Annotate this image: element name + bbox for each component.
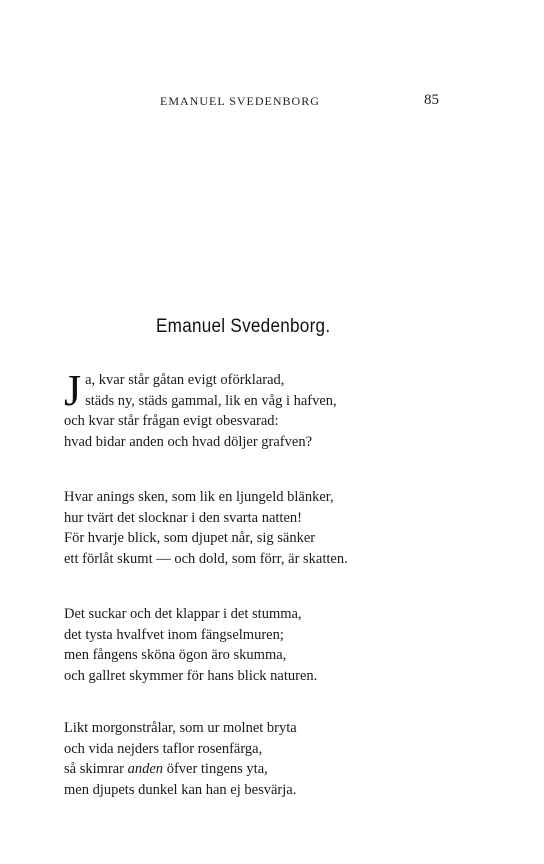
line-text: så skimrar [64, 761, 128, 777]
stanza-2 [64, 487, 484, 569]
emphasized-word: anden [127, 761, 164, 777]
poem-line: Hvar anings sken, som lik en ljungeld blänker, [64, 489, 334, 505]
poem-line: a, kvar står gåtan evigt oförklarad, [85, 372, 285, 388]
poem-line: och kvar står frågan evigt obesvarad: [64, 413, 279, 429]
poem-line: För hvarje blick, som djupet når, sig sänker [64, 530, 316, 546]
poem-line: men fångens sköna ögon äro skumma, [64, 647, 287, 663]
poem-line: städs ny, städs gammal, lik en våg i hafven, [85, 392, 337, 409]
poem-line: hur tvärt det slocknar i den svarta natten! [64, 509, 302, 526]
stanza-4 [64, 718, 484, 800]
poem-line: hvad bidar anden och hvad döljer grafven? [64, 433, 313, 450]
poem-title: Emanuel Svedenborg. [156, 316, 331, 337]
poem-line: det tysta hvalfvet inom fängselmuren; [64, 626, 284, 643]
poem-line: men djupets dunkel kan han ej besvärja. [64, 781, 297, 798]
drop-cap: J [64, 366, 82, 415]
poem-line: och gallret skymmer för hans blick naturen. [64, 667, 318, 684]
stanza-3 [64, 604, 484, 686]
stanza-1 [64, 366, 484, 452]
page-number: 85 [424, 92, 439, 108]
line-text: öfver tingens yta, [163, 761, 268, 777]
poem-line [64, 759, 484, 780]
poem-line: ett förlåt skumt — och dold, som förr, är skatten. [64, 550, 348, 567]
running-head: EMANUEL SVEDENBORG [160, 94, 320, 108]
poem-line: och vida nejders taflor rosenfärga, [64, 740, 263, 757]
poem-line: Det suckar och det klappar i det stumma, [64, 606, 302, 622]
poem-line: Likt morgonstrålar, som ur molnet bryta [64, 720, 297, 736]
